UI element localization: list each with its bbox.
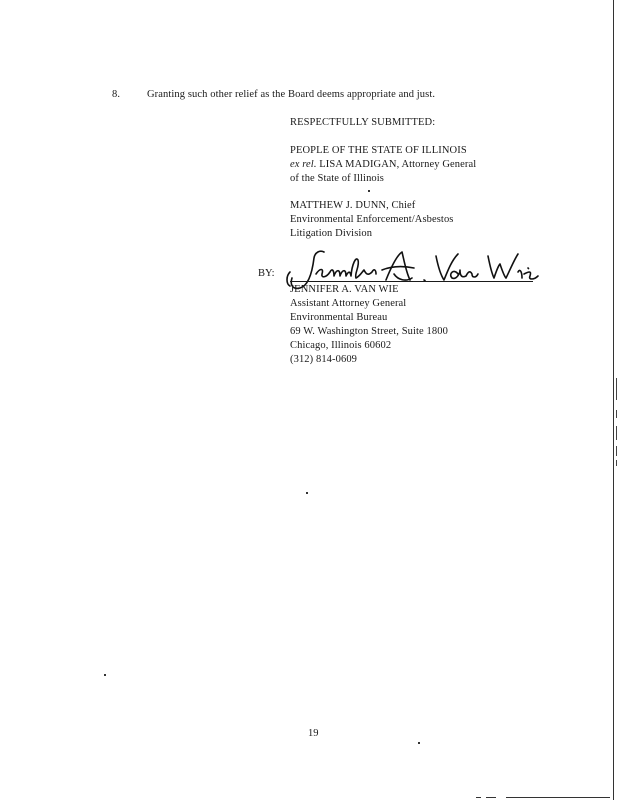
scan-speck: [306, 492, 308, 494]
signer-city: Chicago, Illinois 60602: [290, 340, 392, 351]
scan-edge-mark: [616, 446, 617, 456]
scan-mark: [486, 797, 496, 798]
scan-edge-line: [613, 0, 614, 800]
scan-edge-mark: [616, 426, 617, 440]
chief-line-3: Litigation Division: [290, 228, 373, 239]
scan-edge-mark: [616, 410, 617, 418]
closing-line: RESPECTFULLY SUBMITTED:: [290, 117, 436, 128]
people-line-3: of the State of Illinois: [290, 173, 384, 184]
signature-line: [290, 281, 533, 282]
scan-edge-mark: [616, 460, 617, 466]
by-label: BY:: [258, 268, 275, 279]
scan-mark: [476, 797, 481, 798]
chief-line-1: MATTHEW J. DUNN, Chief: [290, 200, 416, 211]
people-line-1: PEOPLE OF THE STATE OF ILLINOIS: [290, 145, 467, 156]
signer-phone: (312) 814-0609: [290, 354, 358, 365]
signer-street: 69 W. Washington Street, Suite 1800: [290, 326, 448, 337]
scan-speck: [104, 674, 106, 676]
scan-speck: [368, 190, 370, 192]
page-number: 19: [308, 728, 319, 739]
ex-rel-text: ex rel.: [290, 159, 317, 170]
scan-edge-mark: [616, 378, 617, 400]
people-line-2: [290, 158, 476, 172]
signer-name: JENNIFER A. VAN WIE: [290, 284, 399, 295]
item-number: 8.: [112, 89, 121, 100]
chief-line-2: Environmental Enforcement/Asbestos: [290, 214, 454, 225]
item-text: Granting such other relief as the Board deems appropriate and just.: [147, 89, 436, 100]
attorney-general-text: LISA MADIGAN, Attorney General: [316, 159, 477, 170]
scan-mark: [506, 797, 610, 798]
signer-title: Assistant Attorney General: [290, 298, 407, 309]
signer-bureau: Environmental Bureau: [290, 312, 388, 323]
scan-speck: [418, 742, 420, 744]
